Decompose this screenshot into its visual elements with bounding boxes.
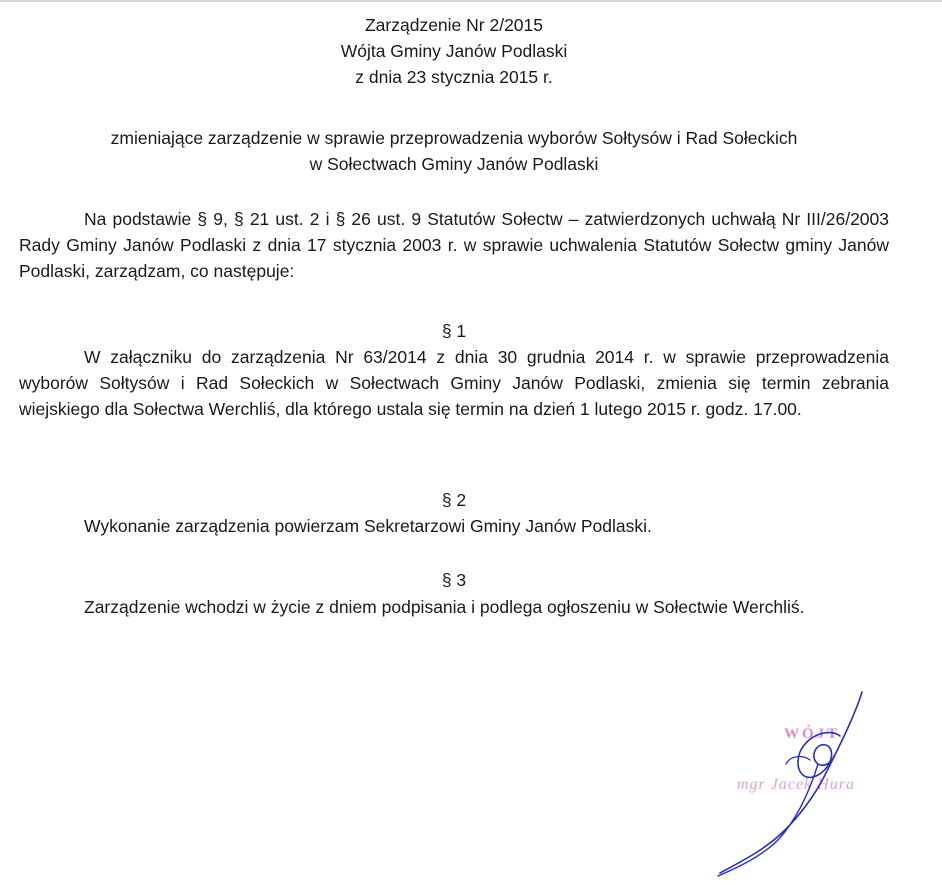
section-2-heading: § 2 bbox=[441, 490, 467, 510]
document-header bbox=[19, 12, 889, 90]
document-subject bbox=[19, 125, 889, 177]
section-3-heading: § 3 bbox=[441, 570, 467, 590]
stamp-name: mgr Jacek Hura bbox=[737, 776, 855, 793]
subject-line-1: zmieniające zarządzenie w sprawie przeprowadzenia wyborów Sołtysów i Rad Sołeckich bbox=[110, 128, 798, 148]
document-number: Zarządzenie Nr 2/2015 bbox=[364, 15, 544, 35]
section-3-text: Zarządzenie wchodzi w życie z dniem podpisania i podlega ogłoszeniu w Sołectwie Werchliś. bbox=[84, 597, 805, 617]
legal-basis-paragraph bbox=[19, 206, 889, 284]
handwritten-signature bbox=[690, 690, 920, 880]
section-2-paragraph bbox=[19, 513, 889, 539]
section-1-text: W załączniku do zarządzenia Nr 63/2014 z dnia 30 grudnia 2014 r. w sprawie przeprowadzenia wyborów Sołtysów i Rad Sołeckich w Sołectwach Gminy Janów Podlaski, zmienia się termin zebrania wiejskiego dla Sołectwa Werchliś, dla którego ustala się termin na dzień 1 lutego 2015 r. godz. 17.00. bbox=[19, 347, 889, 419]
section-1-paragraph bbox=[19, 344, 889, 422]
top-border-line bbox=[0, 0, 942, 2]
document-date: z dnia 23 stycznia 2015 r. bbox=[355, 67, 553, 87]
section-2-text: Wykonanie zarządzenia powierzam Sekretarzowi Gminy Janów Podlaski. bbox=[84, 516, 652, 536]
official-stamp bbox=[690, 690, 920, 880]
section-1-heading: § 1 bbox=[441, 321, 467, 341]
document-issuer: Wójta Gminy Janów Podlaski bbox=[340, 41, 568, 61]
section-3-paragraph bbox=[19, 594, 889, 620]
legal-basis-text: Na podstawie § 9, § 21 ust. 2 i § 26 ust. 9 Statutów Sołectw – zatwierdzonych uchwałą Nr III/26/2003 Rady Gminy Janów Podlaski z dnia 17 stycznia 2003 r. w sprawie uchwalenia Statutów Sołectw gminy Janów Podlaski, zarządzam, co następuje: bbox=[19, 209, 889, 281]
stamp-title: WÓJT bbox=[784, 726, 841, 742]
subject-line-2: w Sołectwach Gminy Janów Podlaski bbox=[309, 154, 599, 174]
